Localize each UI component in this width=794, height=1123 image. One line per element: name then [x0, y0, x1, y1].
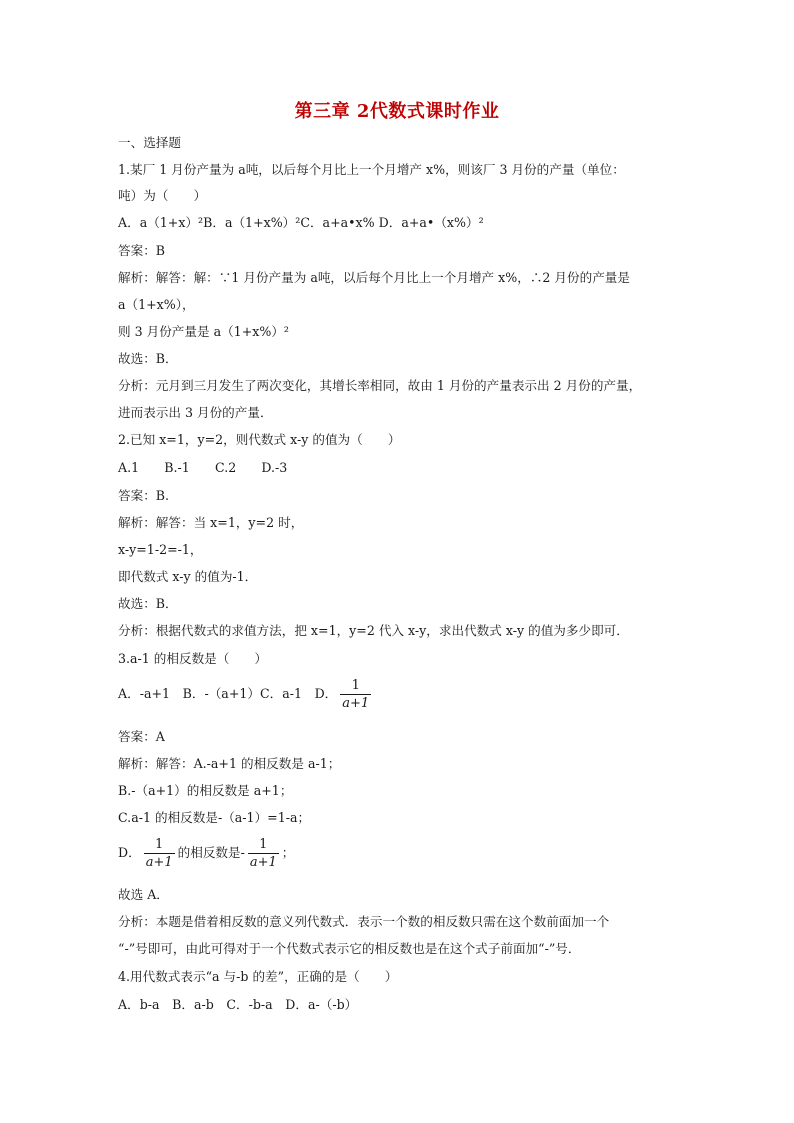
section-heading: 一、选择题 — [118, 135, 181, 150]
fraction-numerator: 1 — [144, 837, 175, 854]
question-1-line-2: 吨）为（ ） — [118, 188, 207, 203]
question-2-answer: 答案：B. — [118, 488, 170, 503]
fraction-denominator: a+1 — [249, 855, 277, 870]
question-4-stem: 4.用代数式表示“a 与-b 的差”，正确的是（ ） — [118, 969, 398, 984]
question-3-solution-d — [118, 837, 294, 870]
document-title: 第三章 2代数式课时作业 — [294, 101, 500, 122]
question-3-solution-b: B.-（a+1）的相反数是 a+1； — [118, 783, 293, 798]
question-2-choice: 故选：B． — [118, 596, 178, 611]
solution-d-prefix: D． — [118, 845, 141, 860]
question-3-solution-c: C.a-1 的相反数是-（a-1）=1-a； — [118, 810, 311, 825]
fraction-numerator: 1 — [340, 678, 371, 695]
fraction-left — [144, 837, 175, 870]
question-1-solution-line-3: 则 3 月份产量是 a（1+x%）² — [118, 324, 289, 339]
question-4-options: A．b-a B．a-b C．-b-a D．a-（-b） — [118, 997, 358, 1012]
question-1-choice: 故选：B． — [118, 351, 178, 366]
question-2-options: A.1 B.-1 C.2 D.-3 — [118, 460, 288, 475]
question-2-solution-line-1: 解析：解答：当 x=1，y=2 时， — [118, 515, 304, 530]
solution-d-suffix: ； — [281, 845, 295, 860]
fraction-option-d — [340, 678, 371, 711]
question-1-analysis-line-1: 分析：元月到三月发生了两次变化，其增长率相同，故由 1 月份的产量表示出 2 月份的产量， — [118, 378, 642, 393]
question-2-solution-line-3: 即代数式 x-y 的值为-1． — [118, 569, 258, 584]
question-1-line-1: 1.某厂 1 月份产量为 a吨，以后每个月比上一个月增产 x%，则该厂 3 月份的产量（单位： — [118, 162, 625, 177]
question-1-analysis-line-2: 进而表示出 3 月份的产量． — [118, 405, 273, 420]
question-3-options — [118, 678, 374, 711]
question-3-options-text: A．-a+1 B．-（a+1）C．a-1 D． — [118, 686, 338, 701]
question-1-options: A．a（1+x）²B．a（1+x%）²C．a+a•x% D．a+a•（x%）² — [118, 215, 484, 230]
question-2-stem: 2.已知 x=1，y=2，则代数式 x-y 的值为（ ） — [118, 432, 401, 447]
question-1-solution-line-2: a（1+x%）， — [118, 297, 195, 312]
fraction-denominator: a+1 — [145, 855, 173, 870]
question-1-solution-line-1: 解析：解答：解：∵1 月份产量为 a吨，以后每个月比上一个月增产 x%，∴2 月份的产量是 — [118, 270, 630, 285]
question-2-solution-line-2: x-y=1-2=-1， — [118, 542, 203, 557]
question-3-analysis-line-2: “-”号即可，由此可得对于一个代数式表示它的相反数也是在这个式子前面加“-”号． — [118, 941, 581, 956]
fraction-denominator: a+1 — [342, 696, 370, 711]
fraction-numerator: 1 — [248, 837, 279, 854]
question-1-answer: 答案：B — [118, 243, 166, 258]
solution-d-middle: 的相反数是- — [177, 845, 245, 860]
question-3-answer: 答案：A — [118, 729, 165, 744]
question-3-choice: 故选 A． — [118, 887, 169, 902]
question-2-analysis: 分析：根据代数式的求值方法，把 x=1，y=2 代入 x-y，求出代数式 x-y 的值为多少即可． — [118, 623, 629, 638]
fraction-right — [248, 837, 279, 870]
question-3-solution-a: 解析：解答：A.-a+1 的相反数是 a-1； — [118, 756, 341, 771]
question-3-stem: 3.a-1 的相反数是（ ） — [118, 651, 268, 666]
question-3-analysis-line-1: 分析：本题是借着相反数的意义列代数式．表示一个数的相反数只需在这个数前面加一个 — [118, 914, 610, 929]
